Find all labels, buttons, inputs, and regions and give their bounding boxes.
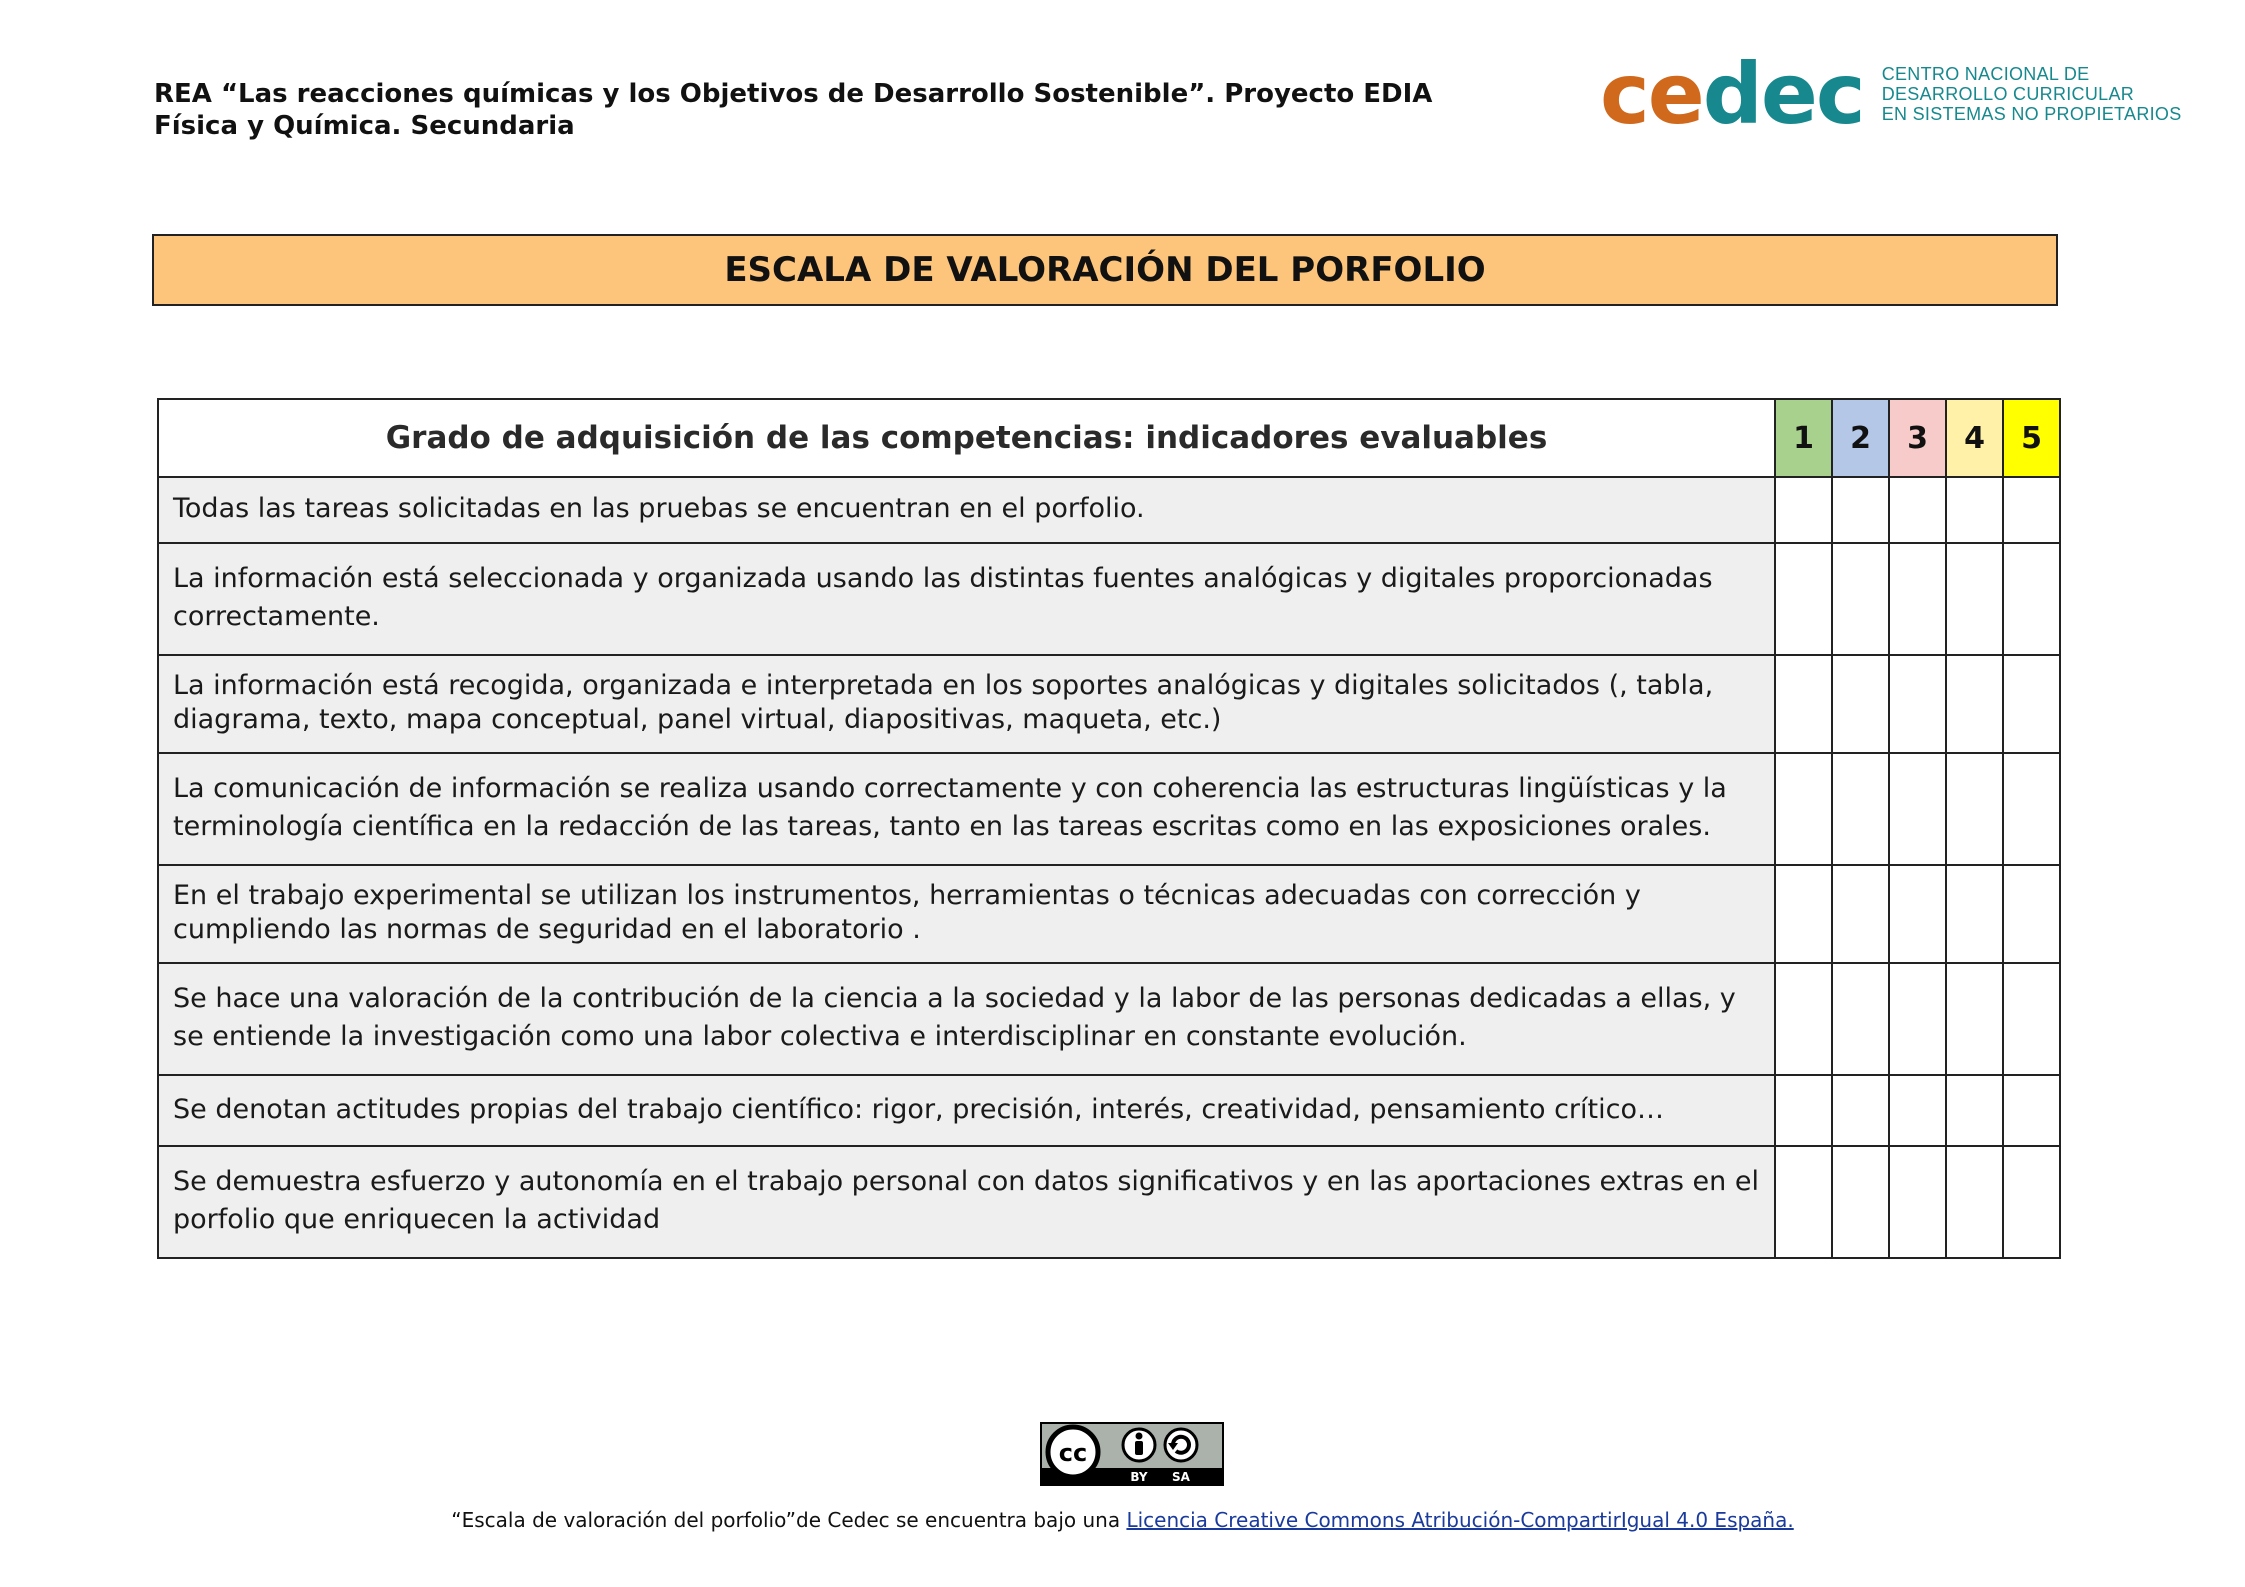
indicators-header: Grado de adquisición de las competencias: indicadores evaluables xyxy=(158,399,1775,477)
license-text-prefix: “Escala de valoración del porfolio”de Cedec se encuentra bajo una xyxy=(451,1508,1127,1532)
indicator-text: En el trabajo experimental se utilizan los instrumentos, herramientas o técnicas adecuadas con corrección y cumpliendo las normas de seguridad en el laboratorio . xyxy=(158,865,1775,963)
score-cell-3[interactable] xyxy=(1889,477,1946,543)
logo-tagline xyxy=(1882,64,2182,124)
score-cell-4[interactable] xyxy=(1946,865,2003,963)
score-cell-5[interactable] xyxy=(2003,1075,2060,1146)
score-cell-2[interactable] xyxy=(1832,865,1889,963)
indicator-text: La información está seleccionada y organizada usando las distintas fuentes analógicas y digitales proporcionadas correctamente. xyxy=(158,543,1775,655)
score-header-2: 2 xyxy=(1832,399,1889,477)
score-cell-2[interactable] xyxy=(1832,963,1889,1075)
logo-tagline-line-3: EN SISTEMAS NO PROPIETARIOS xyxy=(1881,104,2182,124)
header-line-2: Física y Química. Secundaria xyxy=(154,111,575,141)
score-cell-4[interactable] xyxy=(1946,655,2003,753)
score-cell-5[interactable] xyxy=(2003,753,2060,865)
indicator-text: La información está recogida, organizada e interpretada en los soportes analógicas y digitales solicitados (, tabla, diagrama, texto, mapa conceptual, panel virtual, diapositivas, maqueta, etc.) xyxy=(158,655,1775,753)
score-cell-4[interactable] xyxy=(1946,963,2003,1075)
score-cell-5[interactable] xyxy=(2003,1146,2060,1258)
table-row xyxy=(158,655,2060,753)
cc-badge-text: cc xyxy=(1058,1439,1088,1467)
score-cell-2[interactable] xyxy=(1832,655,1889,753)
table-row xyxy=(158,1146,2060,1258)
score-cell-3[interactable] xyxy=(1889,963,1946,1075)
score-header-3: 3 xyxy=(1889,399,1946,477)
score-cell-5[interactable] xyxy=(2003,543,2060,655)
score-cell-1[interactable] xyxy=(1775,963,1832,1075)
table-row xyxy=(158,477,2060,543)
score-cell-4[interactable] xyxy=(1946,543,2003,655)
score-cell-1[interactable] xyxy=(1775,865,1832,963)
score-cell-4[interactable] xyxy=(1946,1146,2003,1258)
score-cell-1[interactable] xyxy=(1775,1146,1832,1258)
score-cell-3[interactable] xyxy=(1889,1075,1946,1146)
table-row xyxy=(158,865,2060,963)
score-cell-1[interactable] xyxy=(1775,1075,1832,1146)
score-cell-4[interactable] xyxy=(1946,1075,2003,1146)
score-cell-2[interactable] xyxy=(1832,477,1889,543)
sa-badge-text: SA xyxy=(1172,1470,1190,1484)
header-line-1: REA “Las reacciones químicas y los Objetivos de Desarrollo Sostenible”. Proyecto EDIA xyxy=(154,79,1433,109)
score-header-1: 1 xyxy=(1775,399,1832,477)
table-row xyxy=(158,753,2060,865)
cedec-logo xyxy=(1600,45,2182,143)
score-cell-3[interactable] xyxy=(1889,865,1946,963)
license-notice xyxy=(0,1508,2245,1532)
indicator-text: La comunicación de información se realiza usando correctamente y con coherencia las estructuras lingüísticas y la terminología científica en la redacción de las tareas, tanto en las tareas escritas como en las exposiciones orales. xyxy=(158,753,1775,865)
table-header-row xyxy=(158,399,2060,477)
score-cell-5[interactable] xyxy=(2003,865,2060,963)
indicator-text: Se hace una valoración de la contribución de la ciencia a la sociedad y la labor de las personas dedicadas a ellas, y se entiende la investigación como una labor colectiva e interdisciplinar en constante evolución. xyxy=(158,963,1775,1075)
indicator-text: Todas las tareas solicitadas en las pruebas se encuentran en el porfolio. xyxy=(158,477,1775,543)
score-cell-2[interactable] xyxy=(1832,543,1889,655)
table-row xyxy=(158,1075,2060,1146)
score-cell-4[interactable] xyxy=(1946,477,2003,543)
document-header xyxy=(154,78,1432,142)
rubric-table xyxy=(157,398,2061,1259)
logo-tagline-line-2: DESARROLLO CURRICULAR xyxy=(1881,84,2135,104)
score-cell-2[interactable] xyxy=(1832,753,1889,865)
score-header-5: 5 xyxy=(2003,399,2060,477)
score-cell-3[interactable] xyxy=(1889,1146,1946,1258)
score-cell-3[interactable] xyxy=(1889,753,1946,865)
table-row xyxy=(158,963,2060,1075)
score-cell-1[interactable] xyxy=(1775,655,1832,753)
score-cell-1[interactable] xyxy=(1775,477,1832,543)
score-cell-3[interactable] xyxy=(1889,543,1946,655)
score-cell-5[interactable] xyxy=(2003,655,2060,753)
score-cell-4[interactable] xyxy=(1946,753,2003,865)
by-badge-text: BY xyxy=(1130,1470,1148,1484)
score-cell-1[interactable] xyxy=(1775,753,1832,865)
table-row xyxy=(158,543,2060,655)
score-cell-5[interactable] xyxy=(2003,963,2060,1075)
license-link[interactable]: Licencia Creative Commons Atribución-CompartirIgual 4.0 España. xyxy=(1126,1508,1794,1532)
score-cell-1[interactable] xyxy=(1775,543,1832,655)
cc-by-sa-license-icon[interactable] xyxy=(1040,1422,1224,1486)
score-cell-3[interactable] xyxy=(1889,655,1946,753)
score-cell-2[interactable] xyxy=(1832,1146,1889,1258)
score-cell-5[interactable] xyxy=(2003,477,2060,543)
indicator-text: Se demuestra esfuerzo y autonomía en el trabajo personal con datos significativos y en las aportaciones extras en el porfolio que enriquecen la actividad xyxy=(158,1146,1775,1258)
score-cell-2[interactable] xyxy=(1832,1075,1889,1146)
page-title: ESCALA DE VALORACIÓN DEL PORFOLIO xyxy=(152,234,2058,306)
indicator-text: Se denotan actitudes propias del trabajo científico: rigor, precisión, interés, creatividad, pensamiento crítico… xyxy=(158,1075,1775,1146)
logo-tagline-line-1: CENTRO NACIONAL DE xyxy=(1881,64,2090,84)
logo-wordmark: cedec xyxy=(1600,45,1864,143)
score-header-4: 4 xyxy=(1946,399,2003,477)
